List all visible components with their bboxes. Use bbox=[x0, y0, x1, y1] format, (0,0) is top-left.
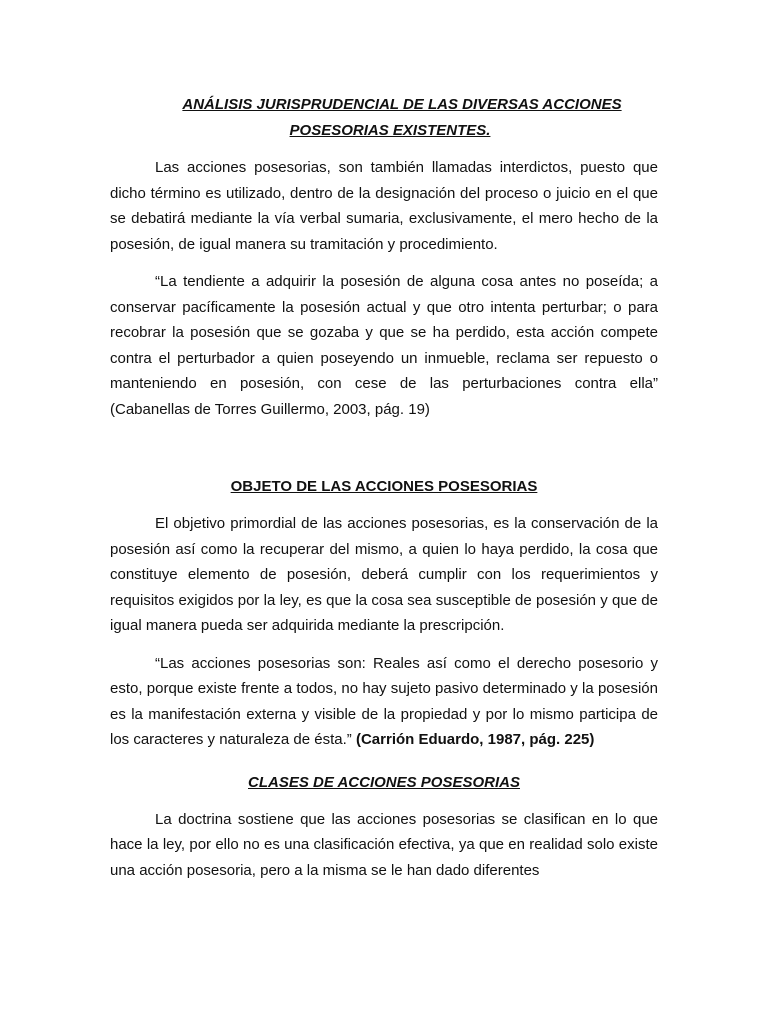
title-line-1: ANÁLISIS JURISPRUDENCIAL DE LAS DIVERSAS ACCIONES bbox=[182, 96, 622, 113]
document-body bbox=[110, 92, 658, 883]
heading-objeto: OBJETO DE LAS ACCIONES POSESORIAS bbox=[230, 478, 538, 495]
paragraph-quote-cabanellas: “La tendiente a adquirir la posesión de alguna cosa antes no poseída; a conservar pacíficamente la posesión actual y que otro intenta perturbar; o para recobrar la posesión que se gozaba y que se ha perdido, esta acción compete contra el perturbador a quien poseyendo un inmueble, reclama ser repuesto o manteniendo en posesión, con cese de las perturbaciones contra ella” (Cabanellas de Torres Guillermo, 2003, pág. 19) bbox=[110, 273, 658, 418]
spacer bbox=[110, 257, 658, 269]
spacer bbox=[110, 753, 658, 770]
spacer bbox=[110, 500, 658, 511]
quote-carrion-text: “Las acciones posesorias son: Reales así como el derecho posesorio y esto, porque existe frente a todos, no hay sujeto pasivo determinado y la posesión es la manifestación externa y visible de la propiedad y por lo mismo participa de los caracteres y naturaleza de ésta.” bbox=[110, 654, 658, 748]
title-line-2: POSESORIAS EXISTENTES. bbox=[289, 122, 491, 139]
paragraph-objetivo: El objetivo primordial de las acciones posesorias, es la conservación de la posesión así como la recuperar del mismo, a quien lo haya perdido, la cosa que constituye elemento de posesión, deberá cumplir con los requerimientos y requisitos exigidos por la ley, es que la cosa sea susceptible de posesión y que de igual manera pueda ser adquirida mediante la prescripción. bbox=[110, 515, 658, 634]
document-title bbox=[110, 92, 658, 144]
citation-carrion: (Carrión Eduardo, 1987, pág. 225) bbox=[355, 731, 595, 748]
paragraph-quote-carrion bbox=[110, 651, 658, 753]
heading-clases: CLASES DE ACCIONES POSESORIAS bbox=[248, 773, 520, 791]
spacer bbox=[110, 422, 658, 474]
spacer bbox=[110, 796, 658, 807]
spacer bbox=[110, 639, 658, 651]
paragraph-interdictos: Las acciones posesorias, son también llamadas interdictos, puesto que dicho término es utilizado, dentro de la designación del proceso o juicio en el que se debatirá mediante la vía verbal sumaria, exclusivamente, el mero hecho de la posesión, de igual manera su tramitación y procedimiento. bbox=[110, 159, 658, 253]
paragraph-doctrina: La doctrina sostiene que las acciones posesorias se clasifican en lo que hace la ley, por ello no es una clasificación efectiva, ya que en realidad solo existe una acción posesoria, pero a la misma se le han dado diferentes bbox=[110, 810, 658, 879]
spacer bbox=[110, 144, 658, 155]
